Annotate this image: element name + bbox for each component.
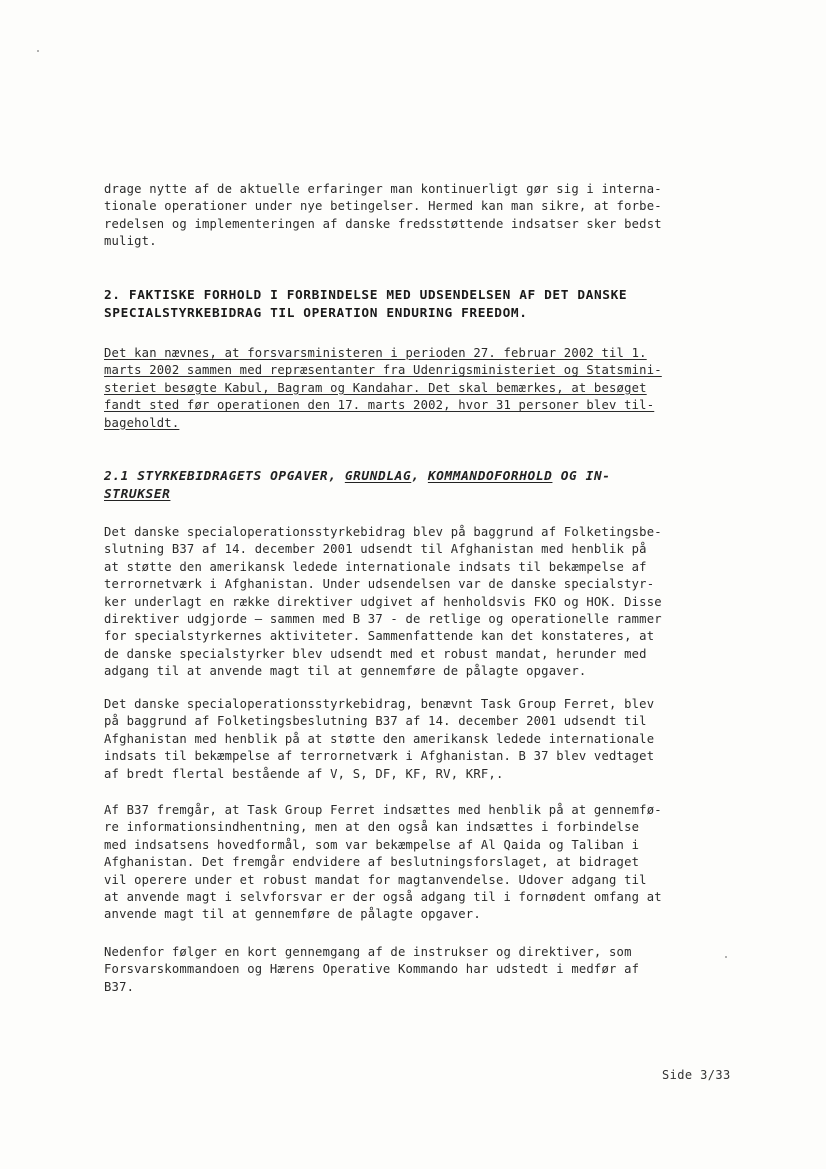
text-line: ker underlagt en række direktiver udgivet af henholdsvis FKO og HOK. Disse — [104, 594, 662, 609]
text-line: Det danske specialoperationsstyrkebidrag, benævnt Task Group Ferret, blev — [104, 697, 655, 711]
text-line: med indsatsens hovedformål, som var bekæmpelse af Al Qaida og Taliban i — [104, 837, 640, 852]
section-2-heading — [104, 287, 744, 323]
text-line: fandt sted før operationen den 17. marts 2002, hvor 31 personer blev til- — [104, 398, 655, 413]
text-line: Nedenfor følger en kort gennemgang af de instrukser og direktiver, som — [104, 945, 632, 959]
page-number: Side 3/33 — [662, 1068, 731, 1082]
text-line: Det kan nævnes, at forsvarsministeren i perioden 27. februar 2002 til 1. — [104, 346, 647, 360]
text-line: indsats til bekæmpelse af terrornetværk i Afghanistan. B 37 blev vedtaget — [104, 749, 655, 764]
heading-line: 2. FAKTISKE FORHOLD I FORBINDELSE MED UDSENDELSEN AF DET DANSKE — [104, 288, 628, 303]
body-paragraph — [104, 696, 744, 783]
heading-line — [104, 486, 744, 504]
text-line: at anvende magt i selvforsvar er der også adgang til i fornødent omfang at — [104, 890, 662, 905]
text-line: marts 2002 sammen med repræsentanter fra Udenrigsministeriet og Statsmini- — [104, 363, 662, 378]
body-paragraph — [104, 944, 744, 996]
text-line: Forsvarskommandoen og Hærens Operative Kommando har udstedt i medfør af — [104, 962, 640, 977]
text-line: på baggrund af Folketingsbeslutning B37 af 14. december 2001 udsendt til — [104, 714, 647, 729]
text-line: bageholdt. — [104, 415, 180, 430]
heading-line: SPECIALSTYRKEBIDRAG TIL OPERATION ENDURING FREEDOM. — [104, 306, 528, 321]
text-line: slutning B37 af 14. december 2001 udsendt til Afghanistan med henblik på — [104, 542, 647, 557]
intro-paragraph — [104, 181, 744, 251]
section-2-note — [104, 345, 744, 432]
text-line: B37. — [104, 979, 135, 994]
text-line: terrornetværk i Afghanistan. Under udsendelsen var de danske specialstyr- — [104, 577, 655, 592]
text-line: steriet besøgte Kabul, Bagram og Kandahar. Det skal bemærkes, at besøget — [104, 380, 647, 395]
text-line: Af B37 fremgår, at Task Group Ferret indsættes med henblik på at gennemfø- — [104, 803, 662, 817]
heading-text-underlined: KOMMANDOFORHOLD — [427, 469, 553, 484]
heading-text: 2.1 STYRKEBIDRAGETS OPGAVER, — [104, 469, 345, 484]
body-paragraph — [104, 802, 744, 924]
text-line: direktiver udgjorde – sammen med B 37 - de retlige og operationelle rammer — [104, 612, 662, 627]
text-line: Det danske specialoperationsstyrkebidrag blev på baggrund af Folketingsbe- — [104, 525, 662, 539]
body-paragraph — [104, 524, 744, 681]
text-line: Afghanistan. Det fremgår endvidere af beslutningsforslaget, at bidraget — [104, 855, 640, 870]
text-line: de danske specialstyrker blev udsendt med et robust mandat, herunder med — [104, 646, 647, 661]
text-line: tionale operationer under nye betingelser. Hermed kan man sikre, at forbe- — [104, 199, 662, 214]
text-line: anvende magt til at gennemføre de pålagte opgaver. — [104, 907, 481, 922]
scan-speck — [37, 50, 39, 52]
text-line: for specialstyrkernes aktiviteter. Sammenfattende kan det konstateres, at — [104, 629, 655, 644]
text-line: muligt. — [104, 234, 157, 249]
text-line: at støtte den amerikansk ledede internationale indsats til bekæmpelse af — [104, 559, 647, 574]
heading-line — [104, 468, 744, 486]
heading-text-underlined: GRUNDLAG — [344, 469, 412, 484]
text-line: redelsen og implementeringen af danske fredsstøttende indsatser sker bedst — [104, 216, 662, 231]
heading-text: OG IN- — [552, 469, 611, 484]
text-line: Afghanistan med henblik på at støtte den amerikansk ledede internationale — [104, 731, 655, 746]
text-line: vil operere under et robust mandat for magtanvendelse. Udover adgang til — [104, 872, 647, 887]
text-line: drage nytte af de aktuelle erfaringer man kontinuerligt gør sig i interna- — [104, 182, 662, 196]
text-line: adgang til at anvende magt til at gennemføre de pålagte opgaver. — [104, 664, 587, 679]
heading-text: , — [411, 469, 428, 484]
text-line: af bredt flertal bestående af V, S, DF, KF, RV, KRF,. — [104, 766, 504, 781]
text-line: re informationsindhentning, men at den også kan indsættes i forbindelse — [104, 820, 640, 835]
section-2-1-heading — [104, 468, 744, 504]
heading-text-underlined: STRUKSER — [104, 487, 171, 502]
